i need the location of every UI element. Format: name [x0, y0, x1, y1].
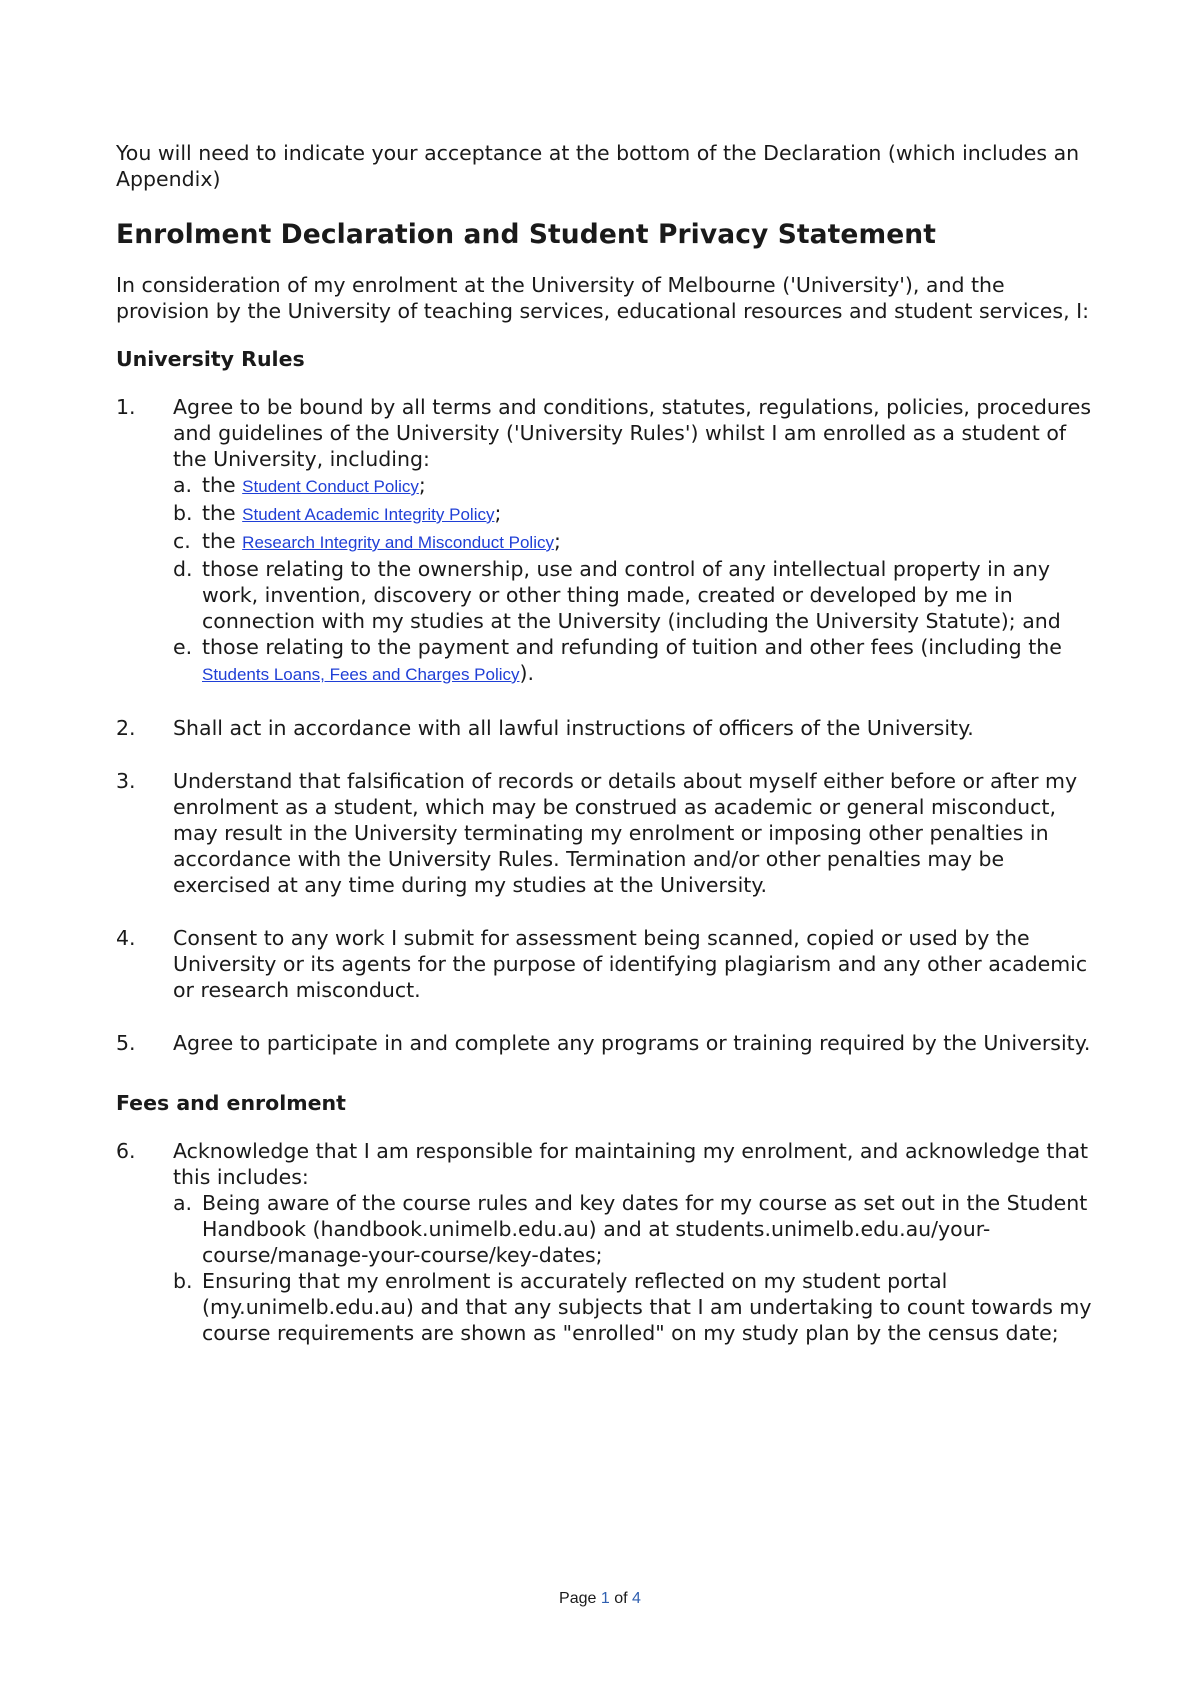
- list-item-6: [116, 1138, 1096, 1346]
- sub-item-punct: ).: [519, 661, 535, 685]
- sub-item-e: [173, 634, 1096, 688]
- sub-item-punct: ;: [418, 473, 426, 497]
- list-item-4: [116, 925, 1096, 1003]
- sub-item-letter: b.: [173, 1269, 193, 1293]
- sub-item-letter: a.: [173, 473, 193, 497]
- page-label: Page: [559, 1590, 597, 1607]
- intro-text: You will need to indicate your acceptance at the bottom of the Declaration (which includes an Appendix): [116, 141, 1080, 191]
- item-number: 5.: [116, 1031, 136, 1055]
- sub-item-b: [173, 500, 1096, 528]
- of-label: of: [614, 1590, 628, 1607]
- academic-integrity-policy-link[interactable]: Student Academic Integrity Policy: [242, 505, 495, 524]
- sub-list-6: [173, 1190, 1096, 1346]
- section-heading-university-rules: University Rules: [116, 347, 305, 371]
- item-number: 3.: [116, 769, 136, 793]
- sub-item-c: [173, 528, 1096, 556]
- sub-item-letter: e.: [173, 635, 193, 659]
- item-text: Acknowledge that I am responsible for maintaining my enrolment, and acknowledge that this includes:: [173, 1139, 1089, 1189]
- sub-item-text: the: [202, 501, 243, 525]
- page-footer: [0, 1590, 1200, 1608]
- item-text: Agree to be bound by all terms and conditions, statutes, regulations, policies, procedures and guidelines of the University ('University Rules') whilst I am enrolled as a student of the University, including:: [173, 395, 1092, 471]
- fees-list: [116, 1138, 1096, 1346]
- sub-list-1: [173, 472, 1096, 688]
- list-item-2: [116, 715, 1096, 741]
- document-title: Enrolment Declaration and Student Privacy Statement: [116, 219, 937, 250]
- list-item-3: [116, 768, 1096, 898]
- research-integrity-policy-link[interactable]: Research Integrity and Misconduct Policy: [242, 533, 554, 552]
- item-text: Agree to participate in and complete any programs or training required by the University.: [173, 1031, 1091, 1055]
- university-rules-list: [116, 394, 1096, 1056]
- sub-item-text: Ensuring that my enrolment is accurately reflected on my student portal (my.unimelb.edu.au) and that any subjects that I am undertaking to count towards my course requirements are shown as "enrolled" on my study plan by the census date;: [202, 1269, 1092, 1345]
- item-text: Consent to any work I submit for assessment being scanned, copied or used by the University or its agents for the purpose of identifying plagiarism and any other academic or research misconduct.: [173, 926, 1088, 1002]
- section-heading-fees: Fees and enrolment: [116, 1091, 346, 1115]
- sub-item-letter: b.: [173, 501, 193, 525]
- current-page-number: 1: [600, 1590, 610, 1607]
- item-number: 2.: [116, 716, 136, 740]
- sub-item-letter: c.: [173, 529, 191, 553]
- total-pages-number: 4: [632, 1590, 641, 1607]
- sub-item-text: the: [202, 473, 243, 497]
- list-item-5: [116, 1030, 1096, 1056]
- sub-item-text: Being aware of the course rules and key dates for my course as set out in the Student Handbook (handbook.unimelb.edu.au) and at students.unimelb.edu.au/your-course/manage-your-course/key-dates;: [202, 1191, 1088, 1267]
- item-number: 1.: [116, 395, 136, 419]
- sub-item-text: the: [202, 529, 243, 553]
- item-text: Shall act in accordance with all lawful instructions of officers of the University.: [173, 716, 974, 740]
- sub-item-a: [173, 472, 1096, 500]
- student-conduct-policy-link[interactable]: Student Conduct Policy: [242, 477, 419, 496]
- sub-item-d: [173, 556, 1096, 634]
- item-number: 4.: [116, 926, 136, 950]
- sub-item-a: [173, 1190, 1096, 1268]
- sub-item-punct: ;: [494, 501, 502, 525]
- sub-item-text: those relating to the ownership, use and control of any intellectual property in any work, invention, discovery or other thing made, created or developed by me in connection with my studies at the University (including the University Statute); and: [202, 557, 1061, 633]
- preamble-text: In consideration of my enrolment at the University of Melbourne ('University'), and the provision by the University of teaching services, educational resources and student services, I:: [116, 273, 1090, 323]
- sub-item-b: [173, 1268, 1096, 1346]
- sub-item-letter: d.: [173, 557, 193, 581]
- sub-item-letter: a.: [173, 1191, 193, 1215]
- item-number: 6.: [116, 1139, 136, 1163]
- item-text: Understand that falsification of records or details about myself either before or after my enrolment as a student, which may be construed as academic or general misconduct, may result in the University terminating my enrolment or imposing other penalties in accordance with the University Rules. Termination and/or other penalties may be exercised at any time during my studies at the University.: [173, 769, 1078, 897]
- document-page: [116, 140, 1096, 1373]
- sub-item-text: those relating to the payment and refunding of tuition and other fees (including the: [202, 635, 1062, 659]
- list-item-1: [116, 394, 1096, 688]
- fees-charges-policy-link[interactable]: Students Loans, Fees and Charges Policy: [202, 665, 520, 684]
- sub-item-punct: ;: [553, 529, 561, 553]
